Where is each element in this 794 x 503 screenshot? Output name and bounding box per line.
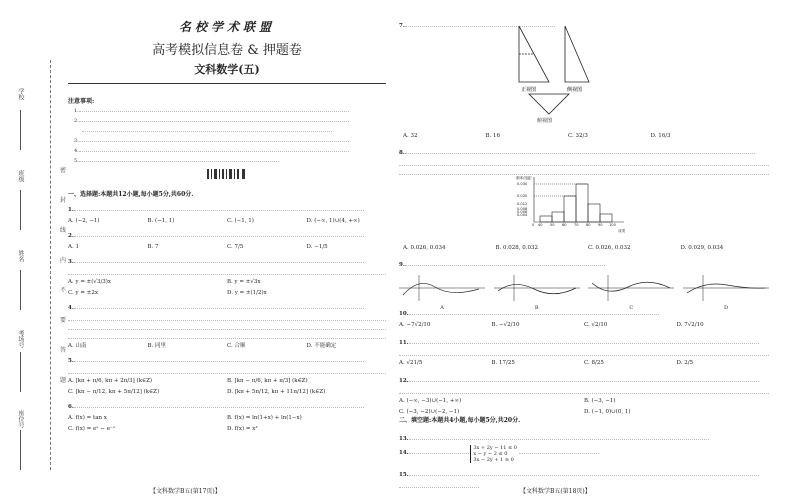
question-9: 9. A B C D xyxy=(399,257,769,312)
option[interactable]: A. −7√2/10 xyxy=(399,322,431,328)
field-exam-room: 考场号 xyxy=(17,330,24,348)
hist-ytick: 0.020 xyxy=(517,194,528,198)
option[interactable]: A. f(x) = tan x xyxy=(68,415,107,421)
option[interactable]: C. (−3, −2)∪(−2, −1) xyxy=(399,409,460,415)
question-8: 8. xyxy=(399,145,769,175)
field-seat: 座位号 xyxy=(17,410,24,428)
option[interactable]: D. 7√2/10 xyxy=(676,322,704,328)
option[interactable]: A. 山南 xyxy=(68,343,87,349)
field-class: 班级 xyxy=(17,170,24,182)
hist-ytick: 0.030 xyxy=(517,182,528,186)
seal-char: 要 xyxy=(60,317,67,324)
field-name-line[interactable] xyxy=(20,270,21,310)
label-front-view: 正视图 xyxy=(521,87,537,93)
option[interactable]: D. 2/5 xyxy=(676,360,694,366)
hist-xtick: 60 xyxy=(562,223,567,227)
seal-char: 不 xyxy=(60,287,67,294)
seal-char: 封 xyxy=(60,197,67,204)
right-page xyxy=(399,18,777,488)
option[interactable]: A. √21/5 xyxy=(399,360,423,366)
field-exam-room-line[interactable] xyxy=(20,352,21,392)
frequency-histogram xyxy=(514,174,644,236)
option[interactable]: C. 0.026, 0.032 xyxy=(588,245,631,251)
graph-option[interactable]: D xyxy=(683,275,769,312)
option[interactable]: A. 0.026, 0.034 xyxy=(403,245,446,251)
graph-option[interactable]: A xyxy=(399,275,485,312)
hist-bar xyxy=(576,184,588,222)
graph-b xyxy=(494,275,580,301)
section-choice-heading: 一、选择题:本题共12小题,每小题5分,共60分. xyxy=(68,191,194,198)
graph-c xyxy=(588,275,674,301)
option[interactable]: A. [kπ + π/6, kπ + 2π/3] (k∈Z) xyxy=(68,378,153,384)
option[interactable]: A. 32 xyxy=(403,133,418,139)
option[interactable]: D. f(x) = x³ xyxy=(227,426,258,432)
hist-ytick: 0.012 xyxy=(517,202,528,206)
exam-title: 高考模拟信息卷 & 押题卷 xyxy=(152,43,302,58)
option[interactable]: C. 7/5 xyxy=(227,244,244,250)
option[interactable]: D. (−1, 0)∪(0, 1) xyxy=(584,409,631,415)
option[interactable]: B. 17/25 xyxy=(491,360,515,366)
three-view-figure xyxy=(509,24,619,116)
hist-ylabel: 频率/组距 xyxy=(516,176,532,180)
option[interactable]: D. y = ±(1/2)x xyxy=(227,290,267,296)
option[interactable]: C. 8/25 xyxy=(584,360,604,366)
hist-bar xyxy=(552,212,564,222)
option[interactable]: A. (−2, −1) xyxy=(68,218,100,224)
field-name: 姓名 xyxy=(17,250,24,262)
section-fill-heading: 二、填空题:本题共4小题,每小题5分,共20分. xyxy=(399,417,521,424)
option[interactable]: B. 7 xyxy=(147,244,159,250)
hist-bar xyxy=(540,216,552,222)
seal-char: 内 xyxy=(60,257,67,264)
hist-ytick: 0.008 xyxy=(517,207,528,211)
option[interactable]: B. 同里 xyxy=(147,343,167,349)
barcode-area xyxy=(68,169,386,180)
hist-ytick: 0.006 xyxy=(517,210,528,214)
hist-bar xyxy=(564,196,576,222)
option[interactable]: C. [kπ − π/12, kπ + 5π/12] (k∈Z) xyxy=(68,389,160,395)
question-14: 14. 3x + 2y − 11 ≤ 0 x − y − 2 ≤ 0 3x − 2y + 1 ≥ 0 xyxy=(399,445,769,463)
graph-d xyxy=(683,275,769,301)
note-item xyxy=(74,125,386,135)
note-item: 3. xyxy=(74,135,386,145)
q7-options xyxy=(403,133,733,139)
label-top-view: 俯视图 xyxy=(537,118,553,124)
seal-char: 密 xyxy=(60,167,67,174)
hist-xlabel: 成绩 xyxy=(618,229,626,233)
seal-char: 线 xyxy=(60,227,67,234)
graph-option[interactable]: B xyxy=(494,275,580,312)
question-13: 13. xyxy=(399,431,769,443)
hist-bar xyxy=(600,214,612,222)
option[interactable]: D. 不能确定 xyxy=(306,343,337,349)
hist-xtick: 90 xyxy=(598,223,603,227)
question-7: 7. xyxy=(399,18,777,30)
seal-line xyxy=(50,60,51,470)
hist-bar xyxy=(588,204,600,222)
question-11: 11. A. √21/5 B. 17/25 C. 8/25 D. 2/5 xyxy=(399,335,769,367)
note-item: 5. xyxy=(74,155,386,165)
option[interactable]: C. (−1, 1) xyxy=(227,218,254,224)
seal-char: 题 xyxy=(60,377,67,384)
question-12: 12. A. (−∞, −3)∪(−1, +∞) B. (−3, −1) C. (−3, −2)∪(−2, −1) D. (−1, 0)∪(0, 1) xyxy=(399,373,769,416)
field-class-line[interactable] xyxy=(20,190,21,230)
hist-xtick: 40 xyxy=(538,223,543,227)
hist-xtick: 50 xyxy=(550,223,555,227)
footer-right: 【文科数学B五(第18页)】 xyxy=(520,488,591,495)
note-item: 1. xyxy=(74,105,386,115)
option[interactable]: B. [kπ − π/6, kπ + π/3] (k∈Z) xyxy=(227,378,308,384)
option[interactable]: A. 1 xyxy=(68,244,79,250)
label-side-view: 侧视图 xyxy=(567,87,583,93)
footer-left: 【文科数学B五(第17页)】 xyxy=(150,488,221,495)
option[interactable]: B. 16 xyxy=(485,133,501,139)
option[interactable]: D. 0.029, 0.034 xyxy=(680,245,724,251)
graph-option[interactable]: C xyxy=(588,275,674,312)
field-school: 学校 xyxy=(17,88,24,100)
hist-xtick: 0 xyxy=(532,223,535,227)
option[interactable]: C. √2/10 xyxy=(584,322,608,328)
binding-strip xyxy=(0,0,66,503)
graph-a xyxy=(399,275,485,301)
option[interactable]: D. −1/5 xyxy=(306,244,328,250)
hist-xtick: 70 xyxy=(574,223,579,227)
option[interactable]: B. y = ±√3x xyxy=(227,279,261,285)
field-school-line[interactable] xyxy=(20,110,21,150)
option[interactable]: B. 0.028, 0.032 xyxy=(495,245,539,251)
option[interactable]: B. (−1, 1) xyxy=(147,218,175,224)
option[interactable]: C. 32/3 xyxy=(568,133,588,139)
exam-subject: 文科数学(五) xyxy=(194,63,260,76)
option[interactable]: D. [kπ + 5π/12, kπ + 11π/12] (k∈Z) xyxy=(227,389,326,395)
option[interactable]: D. (−∞, 1)∪(4, +∞) xyxy=(306,218,360,224)
hist-ytick: 0.004 xyxy=(517,213,528,217)
question-10: 10. A. −7√2/10 B. −√2/10 C. √2/10 D. 7√2/10 xyxy=(399,306,769,329)
option[interactable]: B. −√2/10 xyxy=(491,322,520,328)
question-1: 1. A. (−2, −1) B. (−1, 1) C. (−1, 1) D. (−∞, 1)∪(4, +∞) xyxy=(68,202,386,225)
question-3: 3. A. y = ±(√3/3)x B. y = ±√3x C. y = ±2x D. y = ±(1/2)x xyxy=(68,254,386,297)
question-2: 2. A. 1 B. 7 C. 7/5 D. −1/5 xyxy=(68,228,386,251)
note-item: 4. xyxy=(74,145,386,155)
option[interactable]: C. f(x) = eˣ − e⁻ˣ xyxy=(68,426,116,432)
question-15: 15. xyxy=(399,467,769,488)
option[interactable]: B. (−3, −1) xyxy=(584,398,616,404)
question-5: 5. A. [kπ + π/6, kπ + 2π/3] (k∈Z) B. [kπ − π/6, kπ + π/3] (k∈Z) C. [kπ − π/12, kπ + 5π/12] (k∈Z) D. [kπ + 5π/12, kπ + 11π/12] (k∈Z) xyxy=(68,353,386,396)
option[interactable]: D. 16/3 xyxy=(650,133,671,139)
question-4: 4. A. 山南 B. 同里 C. 合顺 D. 不能确定 xyxy=(68,300,386,350)
hist-xtick: 80 xyxy=(586,223,591,227)
left-page xyxy=(68,18,386,488)
constraint-system: 3x + 2y − 11 ≤ 0 x − y − 2 ≤ 0 3x − 2y + 1 ≥ 0 xyxy=(470,445,517,463)
note-item: 2. xyxy=(74,115,386,125)
seal-char: 答 xyxy=(60,347,67,354)
option[interactable]: A. (−∞, −3)∪(−1, +∞) xyxy=(399,398,462,404)
question-6: 6. A. f(x) = tan x B. f(x) = ln(1+x) + ln(1−x) C. f(x) = eˣ − e⁻ˣ D. f(x) = x³ xyxy=(68,399,386,433)
option[interactable]: C. 合顺 xyxy=(227,343,246,349)
q8-options xyxy=(403,245,773,251)
brand-title: 名校学术联盟 xyxy=(178,20,275,34)
option[interactable]: A. y = ±(√3/3)x xyxy=(68,279,112,285)
option[interactable]: C. y = ±2x xyxy=(68,290,98,296)
option[interactable]: B. f(x) = ln(1+x) + ln(1−x) xyxy=(227,415,302,421)
field-seat-line[interactable] xyxy=(20,430,21,470)
hist-xtick: 100 xyxy=(609,223,616,227)
notes-title: 注意事项: xyxy=(68,98,95,105)
header-rule xyxy=(68,83,386,84)
barcode-icon xyxy=(207,169,247,179)
